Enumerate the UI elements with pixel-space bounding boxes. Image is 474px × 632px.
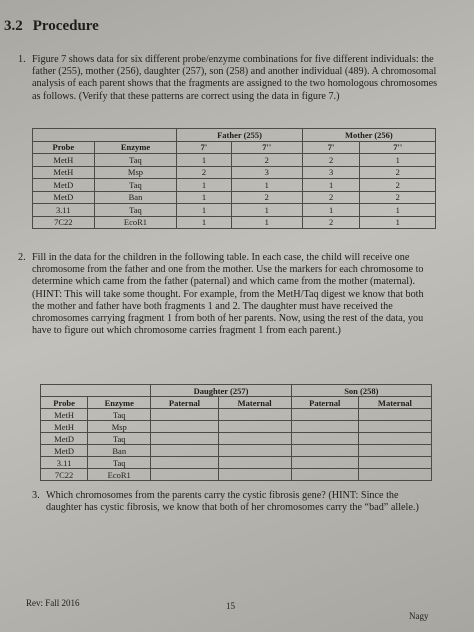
parents-table-cell: 2 xyxy=(302,216,360,229)
parents-table-cell: 1 xyxy=(360,216,436,229)
children-table-answer-cell[interactable] xyxy=(291,457,358,469)
children-table-row xyxy=(41,445,432,457)
children-table-column-header: Maternal xyxy=(218,397,291,409)
children-table-cell: 3.11 xyxy=(41,457,88,469)
parents-table-cell: 2 xyxy=(360,179,436,192)
children-table-column-header-row xyxy=(41,397,432,409)
children-table-answer-cell[interactable] xyxy=(151,469,218,481)
children-table-answer-cell[interactable] xyxy=(358,457,431,469)
parents-table-column-header: Probe xyxy=(33,141,95,154)
children-table-row xyxy=(41,469,432,481)
question-3 xyxy=(32,490,436,514)
children-table-column-header: Paternal xyxy=(151,397,218,409)
page-number: 15 xyxy=(226,601,235,611)
parents-table-row xyxy=(33,204,436,217)
parents-table-cell: MetH xyxy=(33,166,95,179)
section-heading xyxy=(4,18,99,35)
children-table-cell: MetD xyxy=(41,433,88,445)
question-2-text: Fill in the data for the children in the following table. In each case, the child will receive one chromosome from the father and one from the mother. Use the markers for each chromosome to determine which came from the father (paternal) and which came from the mother (maternal). (HINT: This will take some thought. For example, from the MetH/Taq digest we know that both the mother and father have both fragments 1 and 2. The daughter must have received the chromosomes carrying fragment 1 from both of her parents. Now, using the rest of the data, you have to figure out which chromosome carries fragment 1 from each parent.) xyxy=(32,252,424,337)
parents-table-cell: 1 xyxy=(177,204,231,217)
children-table-answer-cell[interactable] xyxy=(218,457,291,469)
parents-table-cell: Msp xyxy=(94,166,177,179)
parents-table-cell: 1 xyxy=(360,154,436,167)
children-table-cell: Taq xyxy=(88,457,151,469)
parents-table-row xyxy=(33,179,436,192)
children-table-cell: Taq xyxy=(88,433,151,445)
question-1 xyxy=(18,54,444,103)
parents-table-cell: EcoR1 xyxy=(94,216,177,229)
children-table-answer-cell[interactable] xyxy=(151,409,218,421)
children-table-cell: 7C22 xyxy=(41,469,88,481)
children-table-answer-cell[interactable] xyxy=(151,421,218,433)
parents-table-cell: 2 xyxy=(302,191,360,204)
parents-table-cell: MetD xyxy=(33,191,95,204)
children-table-cell: MetH xyxy=(41,421,88,433)
children-table-answer-cell[interactable] xyxy=(358,433,431,445)
children-table-column-header: Paternal xyxy=(291,397,358,409)
parents-table-cell: MetH xyxy=(33,154,95,167)
children-table-answer-cell[interactable] xyxy=(291,445,358,457)
children-table-column-header: Probe xyxy=(41,397,88,409)
parents-table-row xyxy=(33,154,436,167)
children-table-group-header-row xyxy=(41,385,432,397)
footer-author: Nagy xyxy=(409,611,429,621)
parents-table-cell: Ban xyxy=(94,191,177,204)
children-table-answer-cell[interactable] xyxy=(358,469,431,481)
parents-table-cell: 2 xyxy=(177,166,231,179)
children-table-answer-cell[interactable] xyxy=(151,457,218,469)
parents-table-row xyxy=(33,216,436,229)
children-table-answer-cell[interactable] xyxy=(218,445,291,457)
parents-table-cell: 1 xyxy=(231,179,302,192)
parents-table-cell: Taq xyxy=(94,154,177,167)
parents-table-row xyxy=(33,166,436,179)
children-table-row xyxy=(41,409,432,421)
children-table-row xyxy=(41,433,432,445)
question-3-number: 3. xyxy=(32,490,40,501)
question-1-number: 1. xyxy=(18,54,26,65)
parents-table-column-header: 7'' xyxy=(360,141,436,154)
children-table-answer-cell[interactable] xyxy=(218,469,291,481)
children-fill-in-table xyxy=(40,384,432,481)
children-table-answer-cell[interactable] xyxy=(218,421,291,433)
parents-table-cell: 1 xyxy=(360,204,436,217)
parents-table-cell: 1 xyxy=(302,179,360,192)
children-table-answer-cell[interactable] xyxy=(218,409,291,421)
parents-table-cell: 7C22 xyxy=(33,216,95,229)
children-table-answer-cell[interactable] xyxy=(218,433,291,445)
children-table-answer-cell[interactable] xyxy=(291,469,358,481)
question-3-text: Which chromosomes from the parents carry the cystic fibrosis gene? (HINT: Since the daughter has cystic fibrosis, we know that both of her chromosomes carry the “bad” allele.) xyxy=(46,490,419,514)
parents-table-cell: 1 xyxy=(177,191,231,204)
children-table-cell: Msp xyxy=(88,421,151,433)
children-table-cell: MetH xyxy=(41,409,88,421)
section-title: Procedure xyxy=(32,18,99,34)
parents-table-cell: Taq xyxy=(94,204,177,217)
children-table-cell: EcoR1 xyxy=(88,469,151,481)
section-number: 3.2 xyxy=(4,18,23,34)
footer-revision: Rev: Fall 2016 xyxy=(26,598,80,608)
parents-table-cell: 1 xyxy=(177,216,231,229)
parents-table-column-header: 7'' xyxy=(231,141,302,154)
parents-table-cell: 3 xyxy=(302,166,360,179)
children-table-answer-cell[interactable] xyxy=(151,433,218,445)
parents-table-group-header: Mother (256) xyxy=(302,129,435,142)
parents-table-column-header: 7' xyxy=(302,141,360,154)
parents-table-cell: 1 xyxy=(231,216,302,229)
parents-table-cell: 1 xyxy=(177,179,231,192)
children-table-answer-cell[interactable] xyxy=(358,409,431,421)
children-table-answer-cell[interactable] xyxy=(358,445,431,457)
children-table-answer-cell[interactable] xyxy=(358,421,431,433)
parents-table-cell: 1 xyxy=(302,204,360,217)
children-table-row xyxy=(41,421,432,433)
parents-table-cell: Taq xyxy=(94,179,177,192)
children-table-answer-cell[interactable] xyxy=(291,409,358,421)
children-table-cell: Ban xyxy=(88,445,151,457)
parents-table-column-header: 7' xyxy=(177,141,231,154)
parents-table-cell: 1 xyxy=(231,204,302,217)
parents-table-group-header-row xyxy=(33,129,436,142)
question-2-number: 2. xyxy=(18,252,26,263)
children-table-answer-cell[interactable] xyxy=(151,445,218,457)
parents-table-column-header: Enzyme xyxy=(94,141,177,154)
parents-table-cell: 2 xyxy=(360,166,436,179)
parents-table-cell: 2 xyxy=(231,154,302,167)
question-1-text: Figure 7 shows data for six different probe/enzyme combinations for five different individuals: the father (255), mother (256), daughter (257), son (258) and another individual (489). A chromosomal analysis of each parent shows that the fragments are assigned to the two homologous chromosomes as follows. (Verify that these patterns are correct using the data in figure 7.) xyxy=(32,54,438,102)
parents-table-cell: 3 xyxy=(231,166,302,179)
children-table-column-header: Maternal xyxy=(358,397,431,409)
children-table-answer-cell[interactable] xyxy=(291,433,358,445)
children-table-cell: MetD xyxy=(41,445,88,457)
children-table-column-header: Enzyme xyxy=(88,397,151,409)
children-table-header-blank xyxy=(41,385,151,397)
children-table-answer-cell[interactable] xyxy=(291,421,358,433)
parents-table-header-blank xyxy=(33,129,177,142)
children-table-row xyxy=(41,457,432,469)
parents-fragment-table xyxy=(32,128,436,229)
parents-table-group-header: Father (255) xyxy=(177,129,302,142)
children-table-group-header: Daughter (257) xyxy=(151,385,291,397)
parents-table-cell: 2 xyxy=(231,191,302,204)
parents-table-row xyxy=(33,191,436,204)
children-table-group-header: Son (258) xyxy=(291,385,431,397)
parents-table-cell: 1 xyxy=(177,154,231,167)
parents-table-cell: 2 xyxy=(302,154,360,167)
parents-table-column-header-row xyxy=(33,141,436,154)
parents-table-cell: 2 xyxy=(360,191,436,204)
children-table-cell: Taq xyxy=(88,409,151,421)
parents-table-cell: MetD xyxy=(33,179,95,192)
parents-table-cell: 3.11 xyxy=(33,204,95,217)
question-2 xyxy=(18,252,438,337)
